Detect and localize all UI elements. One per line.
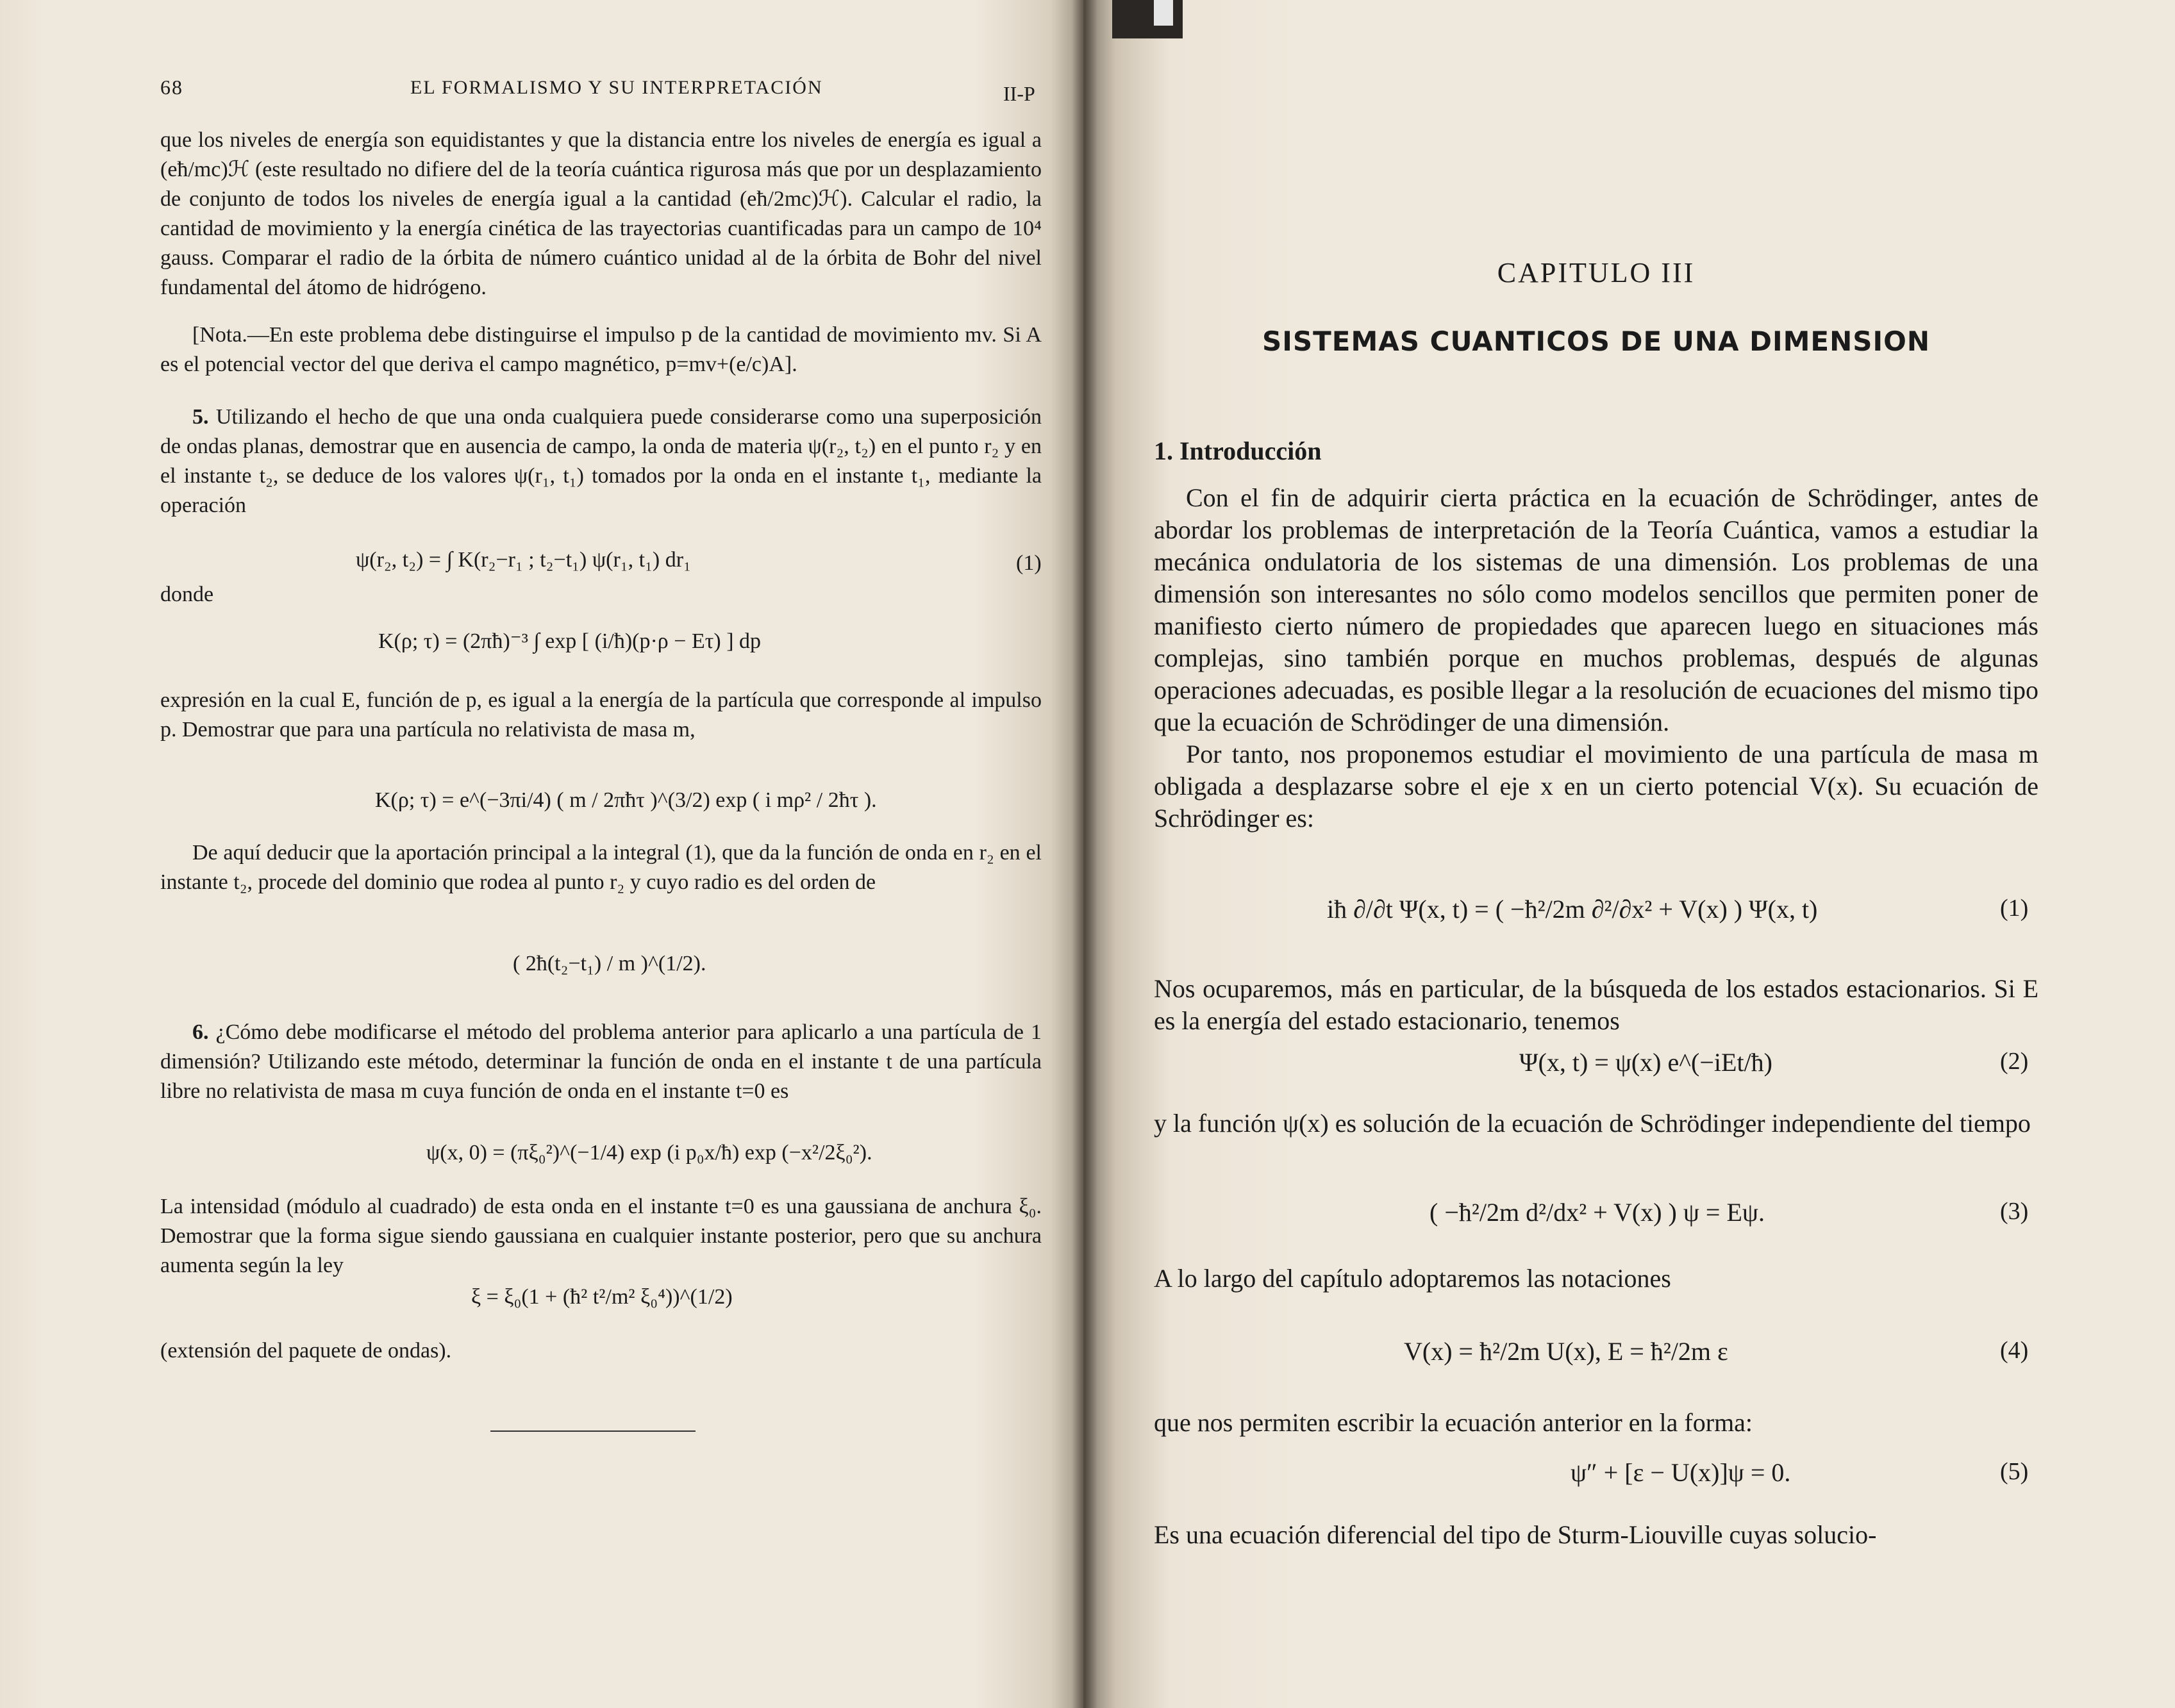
equation-psi0: ψ(x, 0) = (πξ₀²)^(−1/4) exp (i p₀x/ħ) exp (−x²/2ξ₀²). xyxy=(426,1141,872,1165)
equation-number: (1) xyxy=(2000,895,2029,922)
donde-label xyxy=(160,580,1042,609)
paragraph: A lo largo del capítulo adoptaremos las notaciones xyxy=(1154,1264,1671,1293)
schrodinger-block xyxy=(1154,1107,2038,1140)
paragraph: Utilizando el hecho de que una onda cualquiera puede considerarse como una superposición de ondas planas, demostrar que en ausencia de campo, la onda de materia ψ(r₂, t₂) en el punto r₂ y en el instante t₂, se deduce de los valores ψ(r₁, t₁) tomados por la onda en el instante t₁, mediante la operación xyxy=(160,405,1042,517)
problem-6-continued xyxy=(160,1192,1042,1281)
problem-number: 5. xyxy=(192,405,209,429)
end-rule xyxy=(490,1430,696,1432)
paragraph: La intensidad (módulo al cuadrado) de esta onda en el instante t=0 es una gaussiana de anchura ξ₀. Demostrar que la forma sigue siendo gaussiana en cualquier instante posterior, pero que su anchura aumenta según la ley xyxy=(160,1195,1042,1277)
equation-4: V(x) = ħ²/2m U(x), E = ħ²/2m ε xyxy=(1404,1337,1728,1366)
form-intro xyxy=(1154,1407,2038,1439)
paragraph: y la función ψ(x) es solución de la ecuación de Schrödinger independiente del tiempo xyxy=(1154,1109,2031,1138)
book-gutter xyxy=(1072,0,1097,1708)
equation-3: ( −ħ²/2m d²/dx² + V(x) ) ψ = Eψ. xyxy=(1429,1198,1765,1227)
left-page xyxy=(0,0,1083,1708)
section-heading: 1. Introducción xyxy=(1154,436,1322,465)
paragraph: ¿Cómo debe modificarse el método del problema anterior para aplicarlo a una partícula de 1 dimensión? Utilizando este método, determinar la función de onda en el instante t de una partícula libre no relativista de masa m cuya función de onda en el instante t=0 es xyxy=(160,1020,1042,1103)
note-paragraph: [Nota.—En este problema debe distinguirse el impulso p de la cantidad de movimiento mv. Si A es el potencial vector del que deriva el campo magnético, p=mv+(e/c)A]. xyxy=(160,323,1042,376)
running-head: EL FORMALISMO Y SU INTERPRETACIÓN xyxy=(410,77,823,98)
paragraph: (extensión del paquete de ondas). xyxy=(160,1339,452,1363)
donde-text: donde xyxy=(160,583,214,606)
paragraph: Por tanto, nos proponemos estudiar el movimiento de una partícula de masa m obligada a desplazarse sobre el eje x en un cierto potencial V(x). Su ecuación de Schrödinger es: xyxy=(1154,740,2038,833)
equation-2: Ψ(x, t) = ψ(x) e^(−iEt/ħ) xyxy=(1519,1048,1772,1077)
section-mark: II-P xyxy=(1003,82,1035,105)
note-block xyxy=(160,320,1042,379)
paragraph: De aquí deducir que la aportación principal a la integral (1), que da la función de onda en r₂ en el instante t₂, procede del dominio que rodea al punto r₂ y cuyo radio es del orden de xyxy=(160,841,1042,894)
equation-number: (5) xyxy=(2000,1458,2029,1485)
equation-radius: ( 2ħ(t₂−t₁) / m )^(1/2). xyxy=(513,952,706,975)
equation-number: (4) xyxy=(2000,1337,2029,1364)
problem-text-top xyxy=(160,126,1042,303)
problem-5-conclusion xyxy=(160,838,1042,897)
paragraph: que nos permiten escribir la ecuación anterior en la forma: xyxy=(1154,1408,1753,1437)
page-tab-paper xyxy=(1154,0,1173,26)
closing-line xyxy=(1154,1519,2038,1551)
problem-5 xyxy=(160,402,1042,520)
notation-intro xyxy=(1154,1263,2038,1295)
equation-k: K(ρ; τ) = (2πħ)⁻³ ∫ exp [ (i/ħ)(p·ρ − Eτ) ] dp xyxy=(378,629,762,653)
equation-number: (1) xyxy=(1016,551,1042,575)
equation-number: (3) xyxy=(2000,1198,2029,1225)
intro-block xyxy=(1154,482,2038,834)
chapter-label: CAPITULO III xyxy=(1497,257,1696,288)
page-number: 68 xyxy=(160,76,183,99)
stationary-block xyxy=(1154,973,2038,1037)
paragraph: Con el fin de adquirir cierta práctica en la ecuación de Schrödinger, antes de abordar los problemas de interpretación de la Teoría Cuántica, vamos a estudiar la mecánica ondulatoria de los sistemas de una dimensión. Los problemas de una dimensión son interesantes no sólo como modelos sencillos que permiten poner de manifiesto cierto número de propiedades que aparecen luego en situaciones más complejas, sino también porque en muchos problemas, después de algunas operaciones adecuadas, es posible llegar a la resolución de ecuaciones del mismo tipo que la ecuación de Schrödinger de una dimensión. xyxy=(1154,483,2038,736)
equation-k2: K(ρ; τ) = e^(−3πi/4) ( m / 2πħτ )^(3/2) exp ( i mρ² / 2ħτ ). xyxy=(375,788,877,812)
paragraph: que los niveles de energía son equidistantes y que la distancia entre los niveles de energía es igual a (eħ/mc)ℋ (este resultado no difiere del de la teoría cuántica rigurosa más que por un desplazamiento de conjunto de todos los niveles de energía igual a la cantidad (eħ/2mc)ℋ). Calcular el radio, la cantidad de movimiento y la energía cinética de las trayectorias cuantificadas para un campo de 10⁴ gauss. Comparar el radio de la órbita de número cuántico unidad al de la órbita de Bohr del nivel fundamental del átomo de hidrógeno. xyxy=(160,128,1042,299)
chapter-title: SISTEMAS CUANTICOS DE UNA DIMENSION xyxy=(1262,326,1930,357)
problem-6-end xyxy=(160,1336,1042,1366)
paragraph: expresión en la cual E, función de p, es igual a la energía de la partícula que corresponde al impulso p. Demostrar que para una partícula no relativista de masa m, xyxy=(160,688,1042,742)
problem-5-continued xyxy=(160,686,1042,745)
paragraph: Nos ocuparemos, más en particular, de la búsqueda de los estados estacionarios. Si E es la energía del estado estacionario, tenemos xyxy=(1154,974,2038,1035)
problem-6 xyxy=(160,1018,1042,1106)
equation-1: iħ ∂/∂t Ψ(x, t) = ( −ħ²/2m ∂²/∂x² + V(x) ) Ψ(x, t) xyxy=(1327,895,1818,924)
equation-1: ψ(r₂, t₂) = ∫ K(r₂−r₁ ; t₂−t₁) ψ(r₁, t₁) dr₁ xyxy=(356,548,691,572)
paragraph: Es una ecuación diferencial del tipo de Sturm-Liouville cuyas solucio- xyxy=(1154,1520,1877,1549)
equation-xi: ξ = ξ₀(1 + (ħ² t²/m² ξ₀⁴))^(1/2) xyxy=(471,1285,733,1309)
problem-number: 6. xyxy=(192,1020,209,1044)
equation-5: ψ″ + [ε − U(x)]ψ = 0. xyxy=(1571,1458,1791,1487)
equation-number: (2) xyxy=(2000,1048,2029,1075)
